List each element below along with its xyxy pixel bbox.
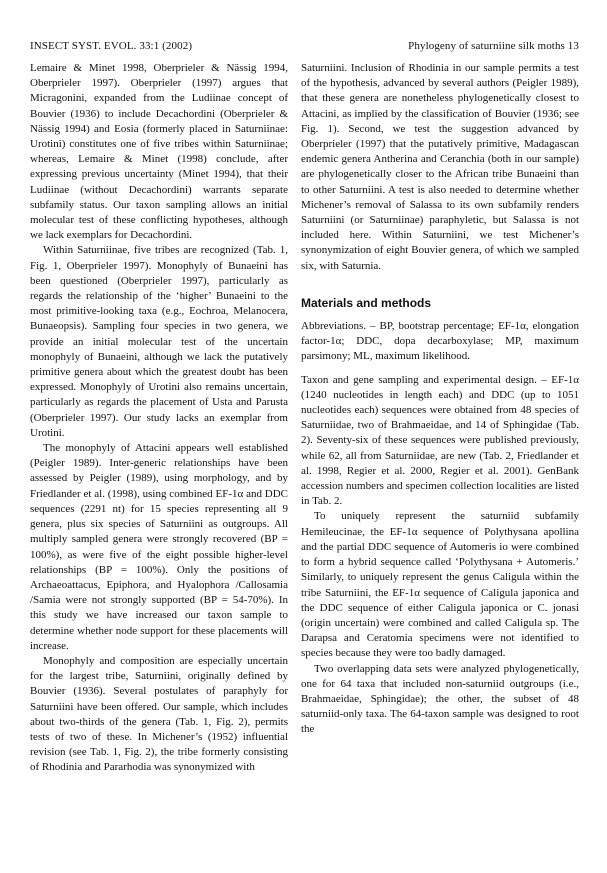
section-heading: Materials and methods bbox=[301, 295, 432, 310]
left-column bbox=[30, 61, 288, 776]
right-column bbox=[301, 61, 579, 738]
paragraph: To uniquely represent the saturniid subfamily Hemileucinae, the EF-1α sequence of Polythysana apollina and the partial DDC sequence of Automeris io were combined to form a hybrid sequence called ‘Polythysana + Automeris.’ Similarly, to uniquely represent the genus Caligula within the tribe Saturniini, the EF-1α sequence of Caligula japonica and the DDC sequence of either Caligula japonica or C. jonasi (origin uncertain) were combined and called Caligula sp. The Darapsa and Ceratomia specimens were not identified to species because they were too badly damaged. bbox=[301, 510, 579, 660]
paragraph: Monophyly and composition are especially uncertain for the largest tribe, Saturniini, originally defined by Bouvier (1936). Several postulates of paraphyly for Saturniini have been offered. Our sample, which includes about two-thirds of the genera (Tab. 1, Fig. 2), permits tests of two of these. In Michener’s (1952) influential revision (see Tab. 1, Fig. 2), the tribe formerly consisting of Rhodinia and Pararhodia was synonymized with bbox=[30, 654, 288, 774]
paragraph: Lemaire & Minet 1998, Oberprieler & Nässig 1994, Oberprieler 1997). Oberprieler (1997) argues that Micragonini, expanded from the Ludiinae concept of Bouvier (1936) to include Decachordini (Oberprieler & Nässig 1994) and Eosia (formerly placed in Saturniinae: Urotini) constitutes one of five tribes within Saturniinae; whereas, Lemaire & Minet (1998) conclude, after expressing previous uncertainty (Minet 1994), that their Ludiinae (without Decachordini) warrants separate subfamily status. Our taxon sampling allows an initial molecular test of these conflicting hypotheses, although we lack exemplars for Decachordini. bbox=[30, 62, 288, 242]
journal-citation: INSECT SYST. EVOL. 33:1 (2002) bbox=[30, 40, 193, 52]
paragraph: Taxon and gene sampling and experimental design. – EF-1α (1240 nucleotides in length each) and DDC (up to 1051 nucleotides each) sequences were obtained from 48 species of Saturniidae, two of Brahmaeidae, and 14 of Sphingidae (Tab. 2). Seventy-six of these sequences were published previously, while 62, all from Saturniidae, are new (Tab. 2, Friedlander et al. 1998, Regier et al. 2000, Regier et al. 2001). GenBank accession numbers and specimen collection localities are listed in Tab. 2. bbox=[301, 373, 579, 508]
running-head bbox=[30, 39, 579, 54]
paragraph: Two overlapping data sets were analyzed phylogenetically, one for 64 taxa that included non-saturniid outgroups (i.e., Brahmaeidae, Sphingidae); the other, the subset of 48 saturniid-only taxa. The 64-taxon sample was designed to root the bbox=[301, 662, 579, 736]
paragraph: Within Saturniinae, five tribes are recognized (Tab. 1, Fig. 1, Oberprieler 1997). Monophyly of Bunaeini has been questioned (Oberprieler 1997), particularly as regards the relationship of the ‘higher’ Bunaeini to the most primitive-looking taxa (e.g., Eochroa, Melanocera, Bunaeopsis). Sampling four species in two genera, we provide an initial molecular test of the uncertain monophyly of Bunaeini, although we lack the putatively primitive genera about which the greatest doubt has been expressed. Monophyly of Urotini also remains uncertain, particularly as regards the placement of Usta and Parusta (Oberprieler 1997). Our study lacks an exemplar from Urotini. bbox=[30, 244, 288, 439]
paragraph: The monophyly of Attacini appears well established (Peigler 1989). Inter-generic relationships have been assessed by Peigler (1989), using morphology, and by Friedlander et al. (1998), using combined EF-1α and DDC sequences (2291 nt) for 15 species representing all 9 genera, plus six species of Saturniini as outgroups. All multiply sampled genera were strongly recovered (BP = 100%), as were five of the eight possible higher-level relationships (BP = 100%). Only the positions of Archaeoattacus, Epiphora, and Hyalophora /Callosamia /Samia were not strongly supported (BP = 54-70%). In this study we have increased our taxon sample to determine whether node support for these placements will increase. bbox=[30, 442, 288, 652]
paragraph: Abbreviations. – BP, bootstrap percentage; EF-1α, elongation factor-1α; DDC, dopa decarboxylase; MP, maximum parsimony; ML, maximum likelihood. bbox=[301, 320, 579, 363]
running-title-page-number: Phylogeny of saturniine silk moths 13 bbox=[408, 40, 579, 52]
paragraph: Saturniini. Inclusion of Rhodinia in our sample permits a test of the hypothesis, advanced by several authors (Peigler 1989), that these genera are nonetheless phylogenetically closest to Attacini, as implied by the classification of Bouvier (1936; see Fig. 1). Second, we test the suggestion advanced by Oberprieler (1997) that the putatively primitive, Madagascan endemic genera Antherina and Ceranchia (both in our sample) are phylogenetically closer to the African tribe Bunaeini than to other Saturniini. A test is also needed to determine whether Michener’s removal of Salassa to its own subfamily renders Saturniini (or Saturniinae) paraphyletic, but Salassa is not included here. Within Saturniini, we test Michener’s synonymization of eight Bouvier genera, of which we sampled six, with Saturnia. bbox=[301, 62, 579, 272]
